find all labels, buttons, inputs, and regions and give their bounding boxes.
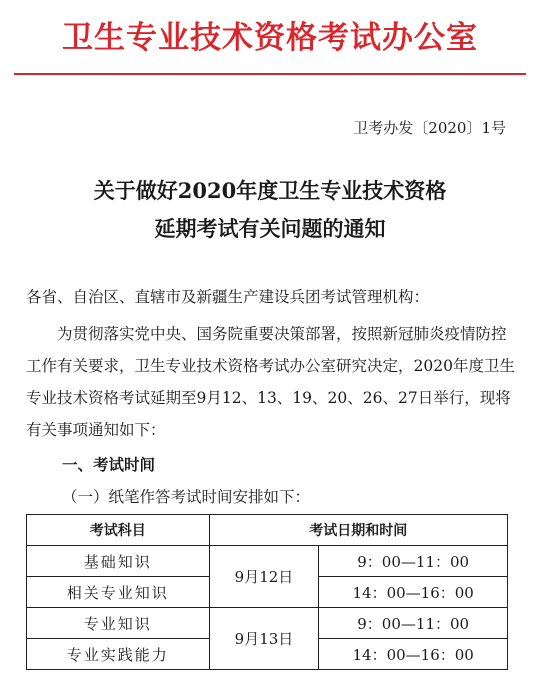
addressee-line: 各省、自治区、直辖市及新疆生产建设兵团考试管理机构：: [26, 288, 430, 306]
section-heading-exam-time: 一、考试时间: [62, 456, 156, 474]
time-cell: 9：00—11：00: [319, 546, 508, 577]
document-number: 卫考办发〔2020〕1号: [353, 119, 506, 137]
subject-cell: 专业知识: [27, 608, 210, 639]
subject-cell: 基础知识: [27, 546, 210, 577]
date-cell: 9月13日: [209, 608, 319, 670]
date-cell: 9月12日: [209, 546, 319, 608]
time-cell: 14：00—16：00: [319, 639, 508, 670]
subject-cell: 专业实践能力: [27, 639, 210, 670]
issuing-office-header: 卫生专业技术资格考试办公室: [62, 20, 478, 56]
header-datetime: 考试日期和时间: [209, 515, 507, 546]
body-paragraph: 为贯彻落实党中央、国务院重要决策部署，按照新冠肺炎疫情防控工作有关要求，卫生专业技术资格考试办公室研究决定，2020年度卫生专业技术资格考试延期至9月12、13、19、20、26、27日举行，现将有关事项通知如下：: [26, 325, 515, 439]
subject-cell: 相关专业知识: [27, 577, 210, 608]
table-header-row: [27, 515, 508, 546]
table-row: [27, 608, 508, 639]
header-subject: 考试科目: [27, 515, 210, 546]
table-row: [27, 546, 508, 577]
notice-title-line-2: 延期考试有关问题的通知: [154, 216, 386, 241]
time-cell: 14：00—16：00: [319, 577, 508, 608]
red-header-rule: [14, 73, 526, 75]
notice-title-line-1: 关于做好2020年度卫生专业技术资格: [93, 178, 447, 203]
time-cell: 9：00—11：00: [319, 608, 508, 639]
subsection-heading-paper-exam: （一）纸笔作答考试时间安排如下：: [62, 488, 311, 506]
exam-schedule-table: [26, 514, 508, 670]
